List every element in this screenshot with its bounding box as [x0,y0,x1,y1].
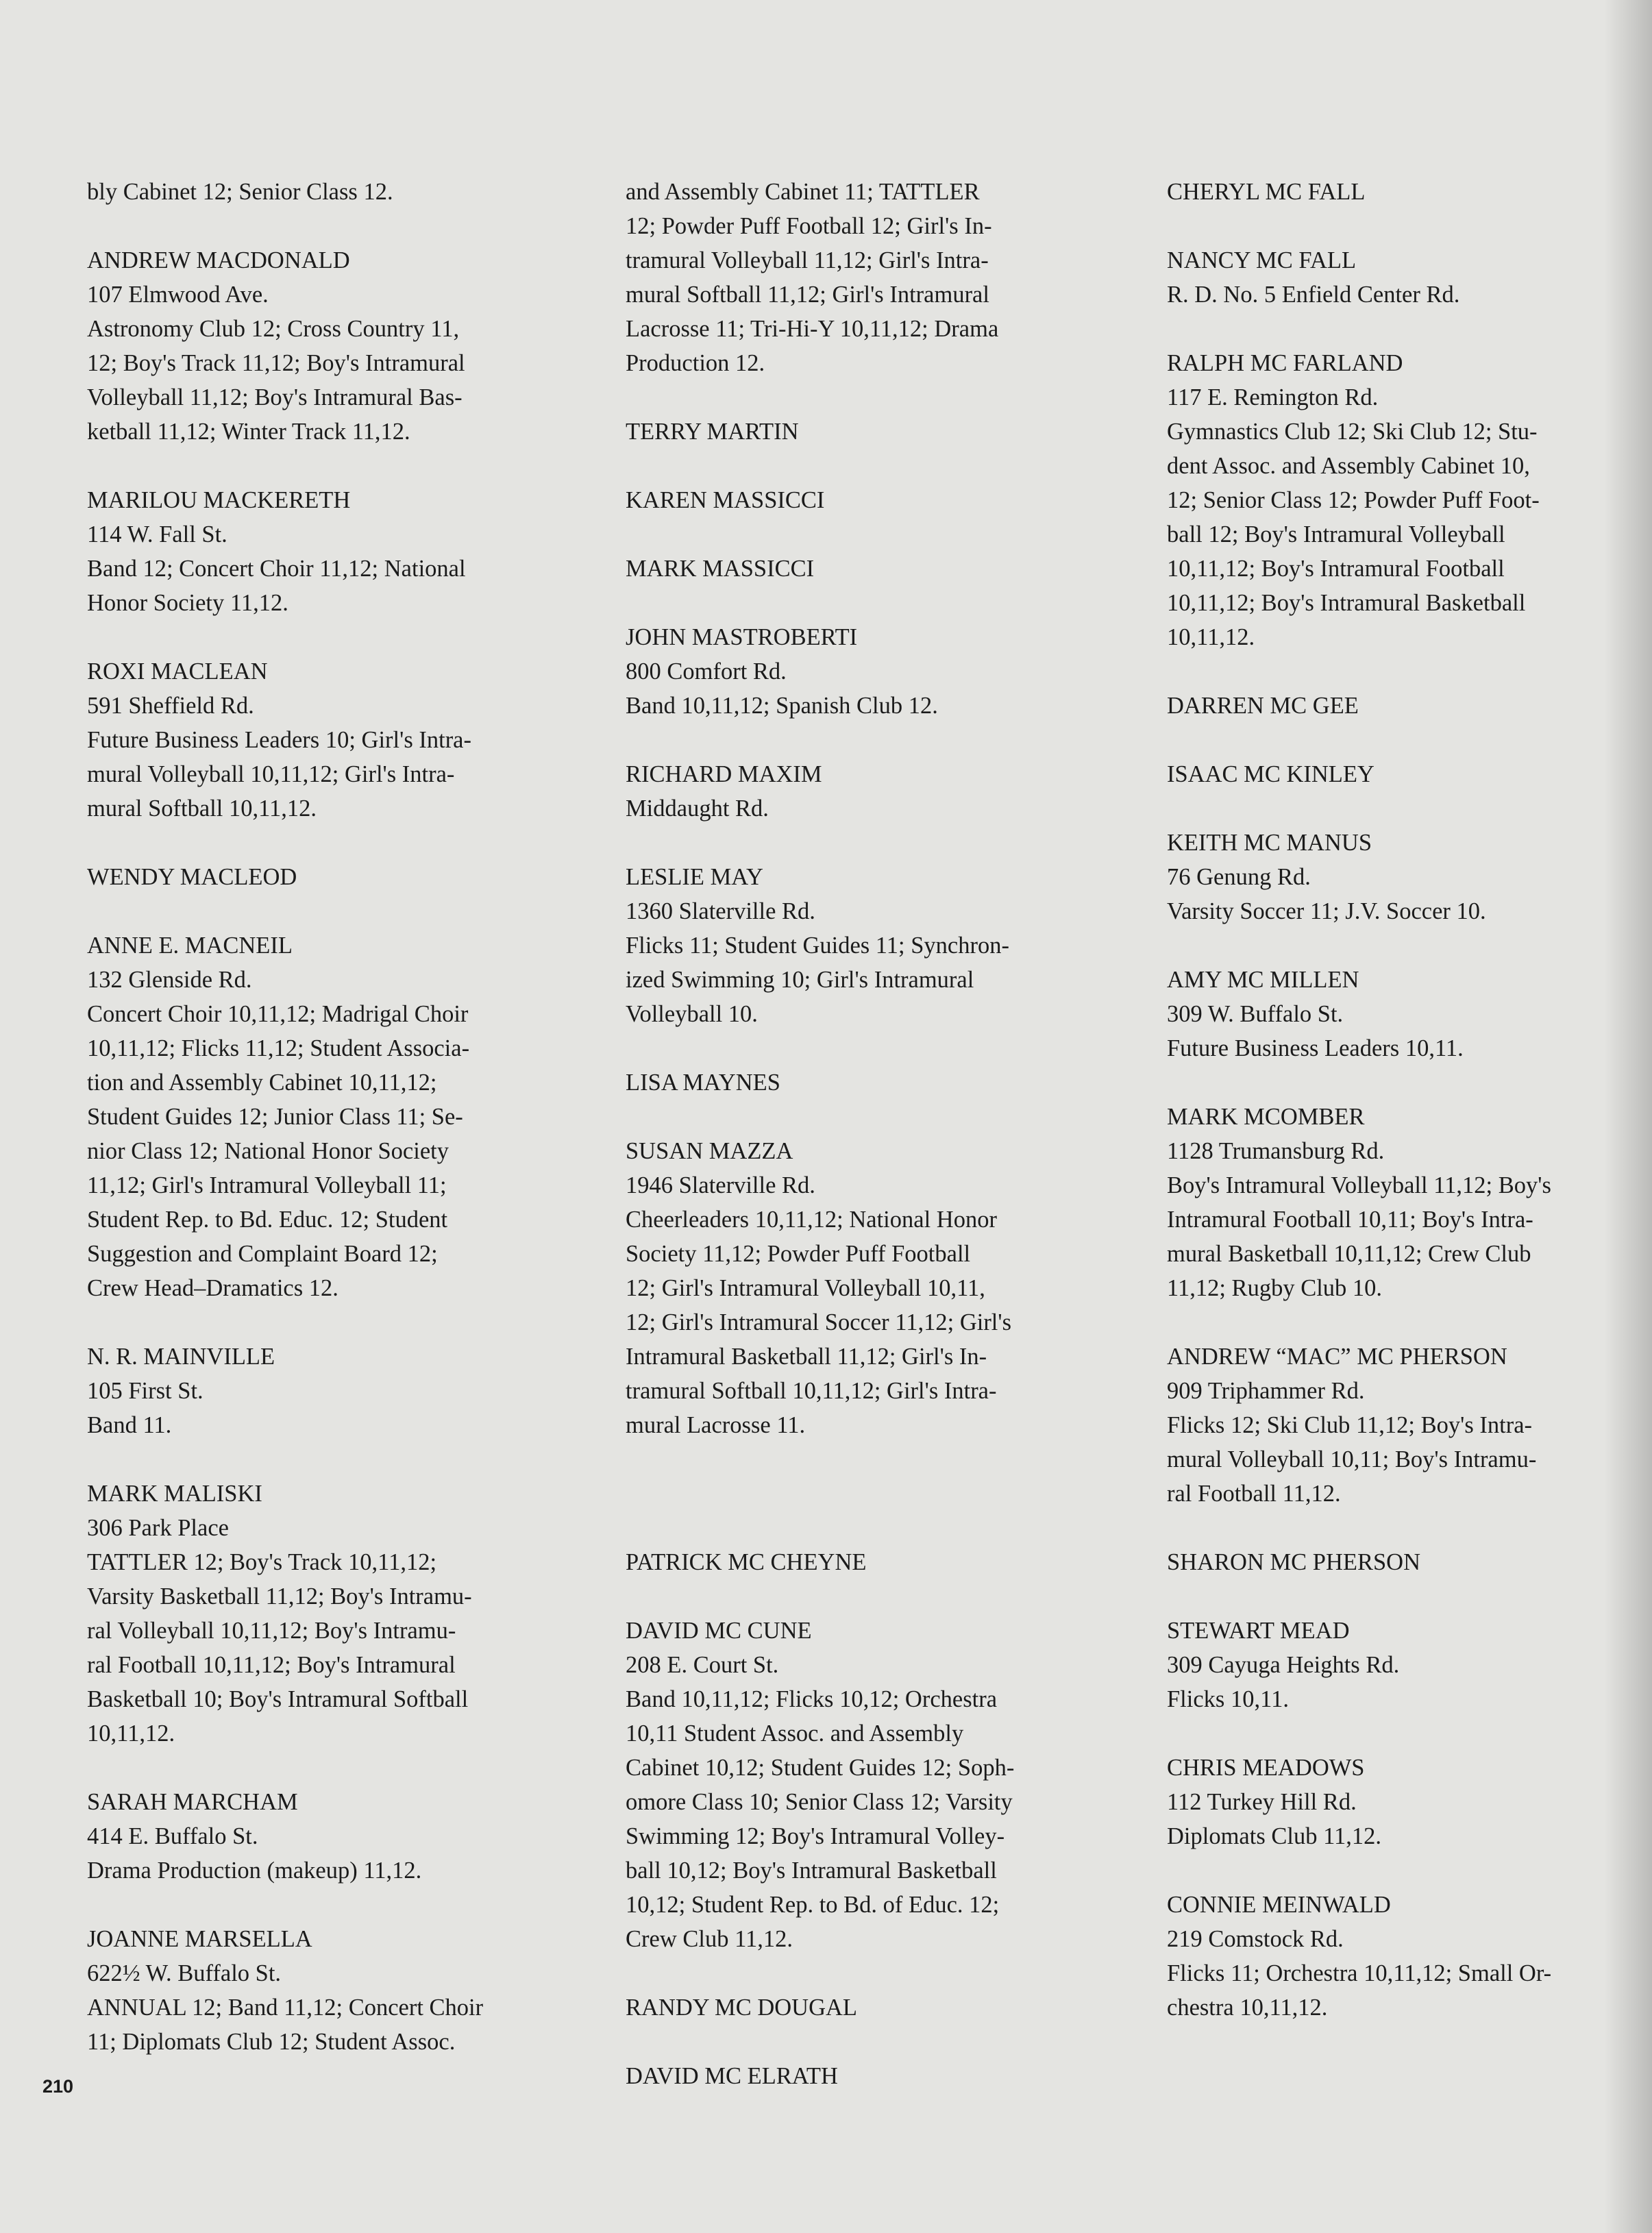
entry-line: Intramural Football 10,11; Boy's Intra- [1167,1207,1533,1233]
column-1 [87,175,560,2059]
entry-line: Concert Choir 10,11,12; Madrigal Choir [87,1001,469,1027]
entry-line-first: KAREN MASSICCI [626,487,825,513]
entry-line: Band 11. [87,1412,172,1438]
student-entry [626,620,1098,723]
entry-line: 1360 Slaterville Rd. [626,898,815,924]
entry-line-first: STEWART MEAD [1167,1618,1350,1644]
entry-line-first: AMY MC MILLEN [1167,967,1359,993]
student-entry [626,483,1098,517]
student-entry [1167,963,1640,1065]
entry-line: Middaught Rd. [626,795,769,822]
student-entry [626,175,1098,380]
student-entry [87,243,560,449]
column-3 [1167,175,1640,2025]
entry-line: 306 Park Place [87,1515,229,1541]
entry-line: dent Assoc. and Assembly Cabinet 10, [1167,453,1530,479]
entry-line-first: MARK MALISKI [87,1481,262,1507]
entry-line: 208 E. Court St. [626,1652,779,1678]
entry-line: mural Basketball 10,11,12; Crew Club [1167,1241,1531,1267]
entry-line: 309 W. Buffalo St. [1167,1001,1344,1027]
entry-line: tion and Assembly Cabinet 10,11,12; [87,1070,437,1096]
entry-line: 1946 Slaterville Rd. [626,1172,815,1198]
entry-line-first: JOANNE MARSELLA [87,1926,312,1952]
student-entry [87,860,560,894]
entry-line: 112 Turkey Hill Rd. [1167,1789,1357,1815]
entry-line-first: TERRY MARTIN [626,419,799,445]
student-entry [626,860,1098,1031]
student-entry [626,415,1098,449]
entry-line: 909 Triphammer Rd. [1167,1378,1365,1404]
entry-line: 12; Powder Puff Football 12; Girl's In- [626,213,992,239]
entry-line: 114 W. Fall St. [87,521,227,547]
entry-line: ANNUAL 12; Band 11,12; Concert Choir [87,1995,484,2021]
student-entry [1167,1340,1640,1511]
column-2 [626,175,1098,2093]
entry-line: ral Volleyball 10,11,12; Boy's Intramu- [87,1618,456,1644]
entry-line: omore Class 10; Senior Class 12; Varsity [626,1789,1013,1815]
student-entry [626,1614,1098,1956]
entry-line: 10,11,12. [1167,624,1255,650]
entry-line: Varsity Basketball 11,12; Boy's Intramu- [87,1583,472,1609]
entry-line-first: ANNE E. MACNEIL [87,933,293,959]
student-entry [87,1785,560,1888]
entry-line: Society 11,12; Powder Puff Football [626,1241,971,1267]
entry-line-first: SUSAN MAZZA [626,1138,793,1164]
entry-line: 800 Comfort Rd. [626,658,787,684]
entry-line: 12; Boy's Track 11,12; Boy's Intramural [87,350,465,376]
entry-line-first: MARILOU MACKERETH [87,487,351,513]
entry-line: Boy's Intramural Volleyball 11,12; Boy's [1167,1172,1551,1198]
entry-line: 591 Sheffield Rd. [87,693,254,719]
entry-line: Crew Head–Dramatics 12. [87,1275,338,1301]
student-entry [1167,1614,1640,1716]
entry-line: Flicks 12; Ski Club 11,12; Boy's Intra- [1167,1412,1532,1438]
entry-line: Honor Society 11,12. [87,590,288,616]
entry-line: Flicks 11; Orchestra 10,11,12; Small Or- [1167,1960,1552,1986]
student-entry [626,757,1098,826]
student-entry [1167,757,1640,791]
entry-line: 10,12; Student Rep. to Bd. of Educ. 12; [626,1892,1000,1918]
entry-line: Student Rep. to Bd. Educ. 12; Student [87,1207,448,1233]
student-entry [87,175,560,209]
entry-line: TATTLER 12; Boy's Track 10,11,12; [87,1549,437,1575]
entry-line-first: NANCY MC FALL [1167,247,1357,273]
entry-line: 10,11 Student Assoc. and Assembly [626,1720,964,1747]
entry-line: 10,11,12. [87,1720,175,1747]
entry-line-first: ANDREW “MAC” MC PHERSON [1167,1344,1507,1370]
entry-line: Band 10,11,12; Spanish Club 12. [626,693,938,719]
entry-line: ral Football 11,12. [1167,1481,1341,1507]
entry-line: ized Swimming 10; Girl's Intramural [626,967,974,993]
entry-line: Diplomats Club 11,12. [1167,1823,1382,1849]
entry-line: Varsity Soccer 11; J.V. Soccer 10. [1167,898,1486,924]
entry-line: Future Business Leaders 10; Girl's Intra- [87,727,471,753]
entry-line-first: bly Cabinet 12; Senior Class 12. [87,179,393,205]
entry-line-first: DAVID MC CUNE [626,1618,812,1644]
student-entry [87,1340,560,1442]
entry-line: Cabinet 10,12; Student Guides 12; Soph- [626,1755,1015,1781]
entry-line: Drama Production (makeup) 11,12. [87,1858,422,1884]
entry-line-first: MARK MCOMBER [1167,1104,1365,1130]
entry-line: Swimming 12; Boy's Intramural Volley- [626,1823,1005,1849]
entry-line-first: RALPH MC FARLAND [1167,350,1403,376]
student-entry [626,1134,1098,1442]
entry-line: Future Business Leaders 10,11. [1167,1035,1464,1061]
entry-line-first: N. R. MAINVILLE [87,1344,275,1370]
student-entry [87,1922,560,2059]
entry-line: 11; Diplomats Club 12; Student Assoc. [87,2029,456,2055]
entry-line: 76 Genung Rd. [1167,864,1311,890]
student-entry [1167,1100,1640,1305]
entry-line-first: and Assembly Cabinet 11; TATTLER [626,179,980,205]
entry-line: Gymnastics Club 12; Ski Club 12; Stu- [1167,419,1538,445]
entry-line-first: RICHARD MAXIM [626,761,822,787]
entry-line-first: DARREN MC GEE [1167,693,1359,719]
student-entry [87,1477,560,1751]
entry-line-first: LISA MAYNES [626,1070,780,1096]
entry-line: 12; Senior Class 12; Powder Puff Foot- [1167,487,1540,513]
entry-line: Band 10,11,12; Flicks 10,12; Orchestra [626,1686,998,1712]
entry-line: 105 First St. [87,1378,204,1404]
entry-line: mural Volleyball 10,11,12; Girl's Intra- [87,761,455,787]
student-entry [1167,1545,1640,1579]
student-entry [1167,243,1640,312]
entry-line: ball 10,12; Boy's Intramural Basketball [626,1858,997,1884]
entry-line-first: PATRICK MC CHEYNE [626,1549,867,1575]
entry-line: 117 E. Remington Rd. [1167,384,1379,410]
entry-line: Volleyball 11,12; Boy's Intramural Bas- [87,384,463,410]
entry-line: Band 12; Concert Choir 11,12; National [87,556,466,582]
student-entry [626,552,1098,586]
entry-line: 12; Girl's Intramural Soccer 11,12; Girl's [626,1309,1012,1335]
entry-line: Lacrosse 11; Tri-Hi-Y 10,11,12; Drama [626,316,999,342]
entry-line: Flicks 10,11. [1167,1686,1289,1712]
entry-line: 107 Elmwood Ave. [87,282,269,308]
student-entry [1167,1888,1640,2025]
entry-line: Basketball 10; Boy's Intramural Softball [87,1686,469,1712]
entry-line: Intramural Basketball 11,12; Girl's In- [626,1344,987,1370]
entry-line: 12; Girl's Intramural Volleyball 10,11, [626,1275,985,1301]
entry-line: 10,11,12; Flicks 11,12; Student Associa- [87,1035,470,1061]
entry-line: tramural Softball 10,11,12; Girl's Intra- [626,1378,997,1404]
entry-line: Student Guides 12; Junior Class 11; Se- [87,1104,463,1130]
entry-line-first: MARK MASSICCI [626,556,815,582]
entry-line-first: RANDY MC DOUGAL [626,1995,857,2021]
entry-line: mural Lacrosse 11. [626,1412,806,1438]
entry-line: 414 E. Buffalo St. [87,1823,258,1849]
entry-line-first: CHERYL MC FALL [1167,179,1366,205]
entry-line: 622½ W. Buffalo St. [87,1960,282,1986]
entry-line: ball 12; Boy's Intramural Volleyball [1167,521,1505,547]
entry-line: Production 12. [626,350,765,376]
entry-line-first: KEITH MC MANUS [1167,830,1372,856]
student-entry [1167,346,1640,654]
entry-line: mural Softball 11,12; Girl's Intramural [626,282,989,308]
entry-line-first: SHARON MC PHERSON [1167,1549,1420,1575]
entry-line: Volleyball 10. [626,1001,758,1027]
student-entry [626,2059,1098,2093]
entry-line: 219 Comstock Rd. [1167,1926,1344,1952]
entry-line-first: CHRIS MEADOWS [1167,1755,1365,1781]
entry-line: mural Volleyball 10,11; Boy's Intramu- [1167,1446,1537,1472]
entry-line: ketball 11,12; Winter Track 11,12. [87,419,410,445]
entry-line-first: DAVID MC ELRATH [626,2063,838,2089]
entry-line: R. D. No. 5 Enfield Center Rd. [1167,282,1460,308]
student-entry [626,1065,1098,1100]
student-entry [87,654,560,826]
entry-line: 11,12; Girl's Intramural Volleyball 11; [87,1172,447,1198]
entry-line: 11,12; Rugby Club 10. [1167,1275,1383,1301]
entry-line: 10,11,12; Boy's Intramural Basketball [1167,590,1526,616]
entry-line-first: CONNIE MEINWALD [1167,1892,1391,1918]
entry-line: tramural Volleyball 11,12; Girl's Intra- [626,247,989,273]
entry-line-first: JOHN MASTROBERTI [626,624,858,650]
entry-line-first: LESLIE MAY [626,864,763,890]
entry-line: mural Softball 10,11,12. [87,795,317,822]
entry-line: Suggestion and Complaint Board 12; [87,1241,438,1267]
page-number: 210 [42,2076,74,2097]
entry-line: 132 Glenside Rd. [87,967,252,993]
entry-line-first: ROXI MACLEAN [87,658,268,684]
student-entry [87,928,560,1305]
entry-line-first: SARAH MARCHAM [87,1789,298,1815]
entry-line: 10,11,12; Boy's Intramural Football [1167,556,1505,582]
student-entry [1167,1751,1640,1853]
entry-line: Crew Club 11,12. [626,1926,793,1952]
student-entry [1167,826,1640,928]
entry-line-first: WENDY MACLEOD [87,864,297,890]
student-entry [626,1990,1098,2025]
entry-line: chestra 10,11,12. [1167,1995,1328,2021]
entry-line: ral Football 10,11,12; Boy's Intramural [87,1652,456,1678]
entry-line-first: ANDREW MACDONALD [87,247,350,273]
entry-line: Astronomy Club 12; Cross Country 11, [87,316,460,342]
entry-line: Cheerleaders 10,11,12; National Honor [626,1207,997,1233]
entry-line: Flicks 11; Student Guides 11; Synchron- [626,933,1009,959]
entry-line-first: ISAAC MC KINLEY [1167,761,1374,787]
student-entry [1167,175,1640,209]
student-entry [626,1545,1098,1579]
student-entry [87,483,560,620]
student-entry [1167,689,1640,723]
entry-line: 1128 Trumansburg Rd. [1167,1138,1385,1164]
entry-line: 309 Cayuga Heights Rd. [1167,1652,1400,1678]
entry-line: nior Class 12; National Honor Society [87,1138,449,1164]
